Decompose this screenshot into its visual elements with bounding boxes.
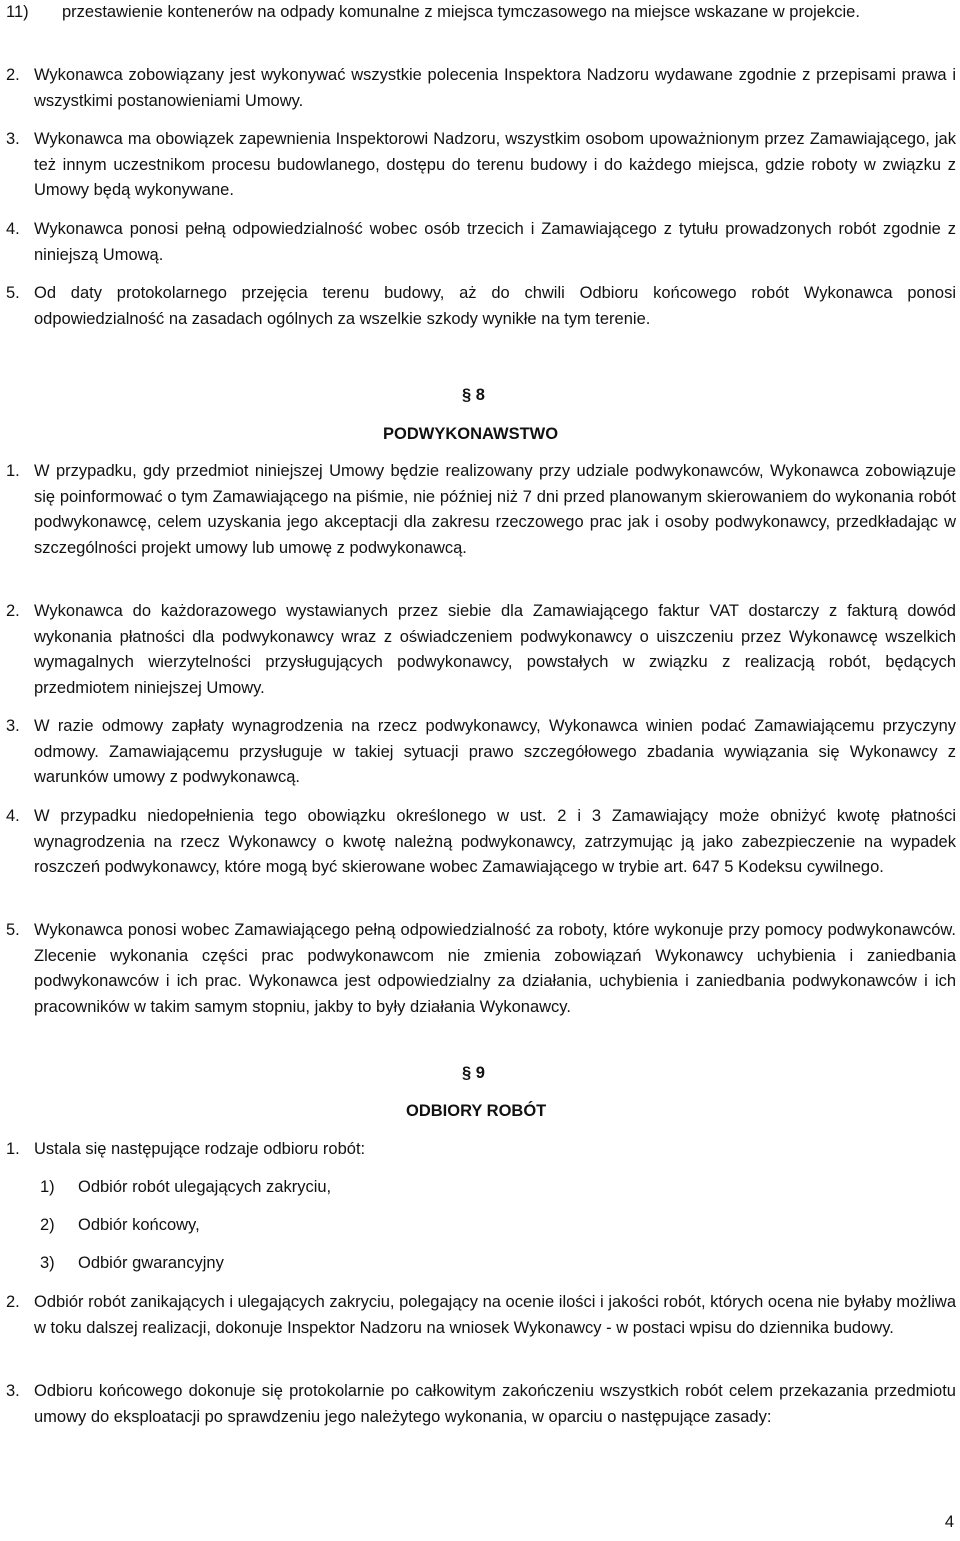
sub-list-item-2 [40,1213,200,1239]
paragraph-8-4 [6,804,956,881]
paragraph-7-3 [6,127,956,204]
sub-item-text: Odbiór gwarancyjny [78,1254,224,1272]
paragraph-text: Wykonawca ponosi wobec Zamawiającego pełną odpowiedzialność za roboty, które wykonuje przy pomocy podwykonawców. Zlecenie wykonania części prac podwykonawcom nie zmienia zobowiązań Wykonawcy uchybienia i zaniedbania podwykonawców i ich prac. Wykonawca jest odpowiedzialny za działania, uchybienia i zaniedbania podwykonawców i ich pracowników w takim samym stopniu, jakby to były działania Wykonawcy. [34,921,956,1016]
paragraph-7-5 [6,281,956,332]
page-number: 4 [944,1513,954,1531]
paragraph-9-3 [6,1379,956,1430]
paragraph-8-2 [6,599,956,701]
paragraph-7-2 [6,63,956,114]
sub-list-item-3 [40,1251,224,1277]
item-text: przestawienie kontenerów na odpady komunalne z miejsca tymczasowego na miejsce wskazane w projekcie. [62,3,860,21]
paragraph-text: Wykonawca ma obowiązek zapewnienia Inspektorowi Nadzoru, wszystkim osobom upoważnionym przez Zamawiającego, jak też innym uczestnikom procesu budowlanego, dostępu do terenu budowy i do każdego miejsca, gdzie roboty w związku z Umowy będą wykonywane. [34,130,956,199]
paragraph-number: 2. [6,66,20,84]
paragraph-text: W przypadku, gdy przedmiot niniejszej Umowy będzie realizowany przy udziale podwykonawców, Wykonawca zobowiązuje się poinformować o tym Zamawiającego na piśmie, nie później niż 7 dni przed planowanym skierowaniem do wykonania robót podwykonawcę, celem uzyskania jego akceptacji dla zakresu rzeczowego prac jak i osoby podwykonawcy, przedkładając w szczególności projekt umowy lub umowę z podwykonawcą. [34,462,956,557]
paragraph-number: 1. [6,462,20,480]
paragraph-number: 3. [6,717,20,735]
paragraph-number: 5. [6,284,20,302]
paragraph-number: 5. [6,921,20,939]
paragraph-text: Ustala się następujące rodzaje odbioru robót: [34,1140,366,1158]
sub-item-number: 3) [40,1254,55,1272]
list-item-11 [6,0,956,26]
sub-item-number: 2) [40,1216,55,1234]
sub-item-number: 1) [40,1178,55,1196]
paragraph-number: 3. [6,1382,20,1400]
paragraph-text: Wykonawca do każdorazowego wystawianych przez siebie dla Zamawiającego faktur VAT dostarczy z fakturą dowód wykonania płatności dla podwykonawcy wraz z oświadczeniem podwykonawcy o uiszczeniu przez Wykonawcę wszelkich wymagalnych wierzytelności przysługujących podwykonawcy, powstałych w związku z realizacją robót, będących przedmiotem niniejszej Umowy. [34,602,956,697]
paragraph-number: 1. [6,1140,20,1158]
section-symbol-8: § 8 [462,386,485,404]
paragraph-text: Odbiór robót zanikających i ulegających zakryciu, polegający na ocenie ilości i jakości robót, których ocena nie byłaby możliwa w toku dalszej realizacji, dokonuje Inspektor Nadzoru na wniosek Wykonawcy - w postaci wpisu do dziennika budowy. [34,1293,956,1337]
paragraph-text: Od daty protokolarnego przejęcia terenu budowy, aż do chwili Odbioru końcowego robót Wykonawca ponosi odpowiedzialność na zasadach ogólnych za wszelkie szkody wynikłe na tym terenie. [34,284,956,328]
paragraph-text: W razie odmowy zapłaty wynagrodzenia na rzecz podwykonawcy, Wykonawca winien podać Zamawiającemu przyczyny odmowy. Zamawiającemu przysługuje w takiej sytuacji prawo szczegółowego zbadania wywiązania się Wykonawcy z warunków umowy z podwykonawcą. [34,717,956,786]
paragraph-text: Wykonawca ponosi pełną odpowiedzialność wobec osób trzecich i Zamawiającego z tytułu prowadzonych robót zgodnie z niniejszą Umową. [34,220,956,264]
paragraph-9-1 [6,1137,956,1163]
sub-list-item-1 [40,1175,331,1201]
paragraph-8-5 [6,918,956,1020]
item-number: 11) [6,3,29,21]
paragraph-8-3 [6,714,956,791]
paragraph-text: W przypadku niedopełnienia tego obowiązku określonego w ust. 2 i 3 Zamawiający może obniżyć kwotę płatności wynagrodzenia na rzecz Wykonawcy o kwotę należną podwykonawcy, zatrzymując ją jako zabezpieczenie na wypadek roszczeń podwykonawcy, które mogą być skierowane wobec Zamawiającego w trybie art. 647 5 Kodeksu cywilnego. [34,807,956,876]
paragraph-number: 4. [6,220,20,238]
paragraph-number: 2. [6,1293,20,1311]
paragraph-number: 2. [6,602,20,620]
sub-item-text: Odbiór robót ulegających zakryciu, [78,1178,332,1196]
sub-item-text: Odbiór końcowy, [78,1216,200,1234]
paragraph-8-1 [6,459,956,561]
section-title-podwykonawstwo: PODWYKONAWSTWO [383,425,559,443]
paragraph-7-4 [6,217,956,268]
section-title-odbiory-robot: ODBIORY ROBÓT [406,1102,547,1120]
section-symbol-9: § 9 [462,1064,485,1082]
paragraph-number: 4. [6,807,20,825]
paragraph-text: Wykonawca zobowiązany jest wykonywać wszystkie polecenia Inspektora Nadzoru wydawane zgodnie z przepisami prawa i wszystkimi postanowieniami Umowy. [34,66,956,110]
paragraph-9-2 [6,1290,956,1341]
paragraph-number: 3. [6,130,20,148]
paragraph-text: Odbioru końcowego dokonuje się protokolarnie po całkowitym zakończeniu wszystkich robót celem przekazania przedmiotu umowy do eksploatacji po sprawdzeniu jego należytego wykonania, w oparciu o następujące zasady: [34,1382,956,1426]
